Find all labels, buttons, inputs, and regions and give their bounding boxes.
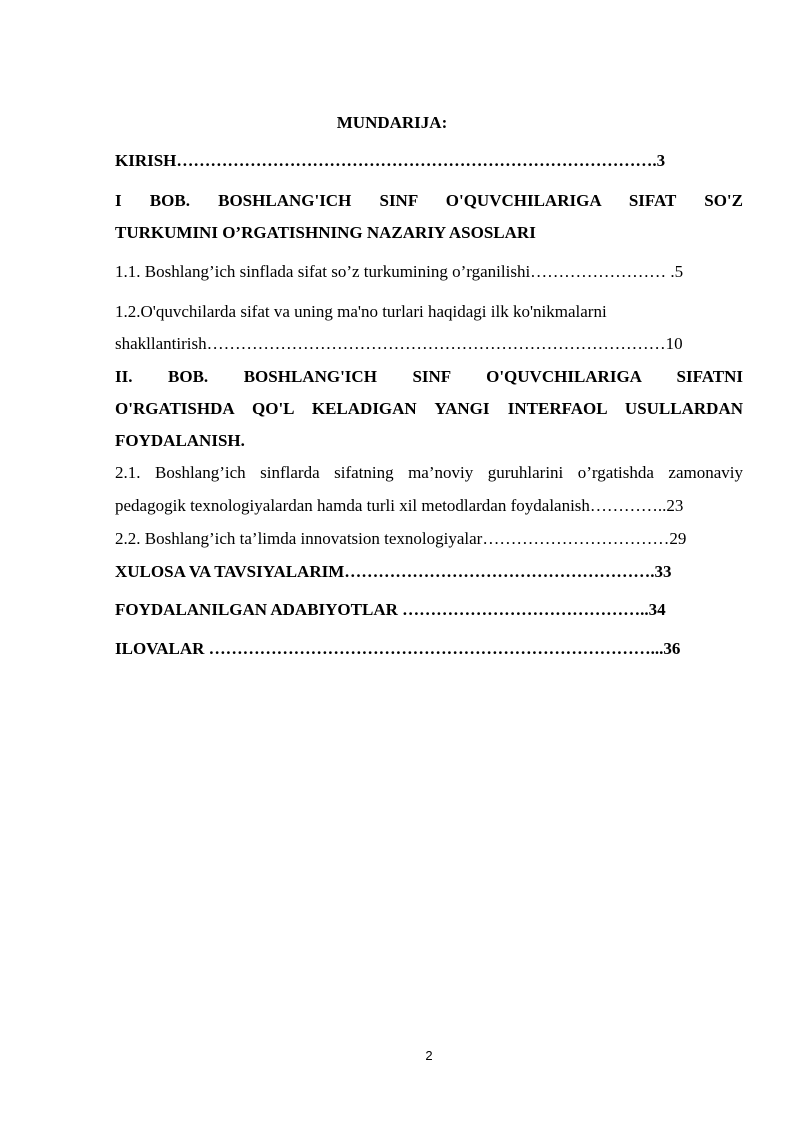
toc-entry-1-2-line-2: shakllantirish………………………………………………………………………10 <box>115 334 683 353</box>
toc-entry-1-2-line-1: 1.2.O'quvchilarda sifat va uning ma'no turlari haqidagi ilk ko'nikmalarni <box>115 302 607 321</box>
toc-entry-chapter-2-line-3: FOYDALANISH. <box>115 431 245 450</box>
toc-entry-xulosa: XULOSA VA TAVSIYALARIM……………………………………………….33 <box>115 562 672 581</box>
toc-entry-2-1-line-1: 2.1. Boshlang’ich sinflarda sifatning ma’noviy guruhlarini o’rgatishda zamonaviy <box>115 463 743 482</box>
toc-entry-chapter-1-line-1: I BOB. BOSHLANG'ICH SINF O'QUVCHILARIGA SIFAT SO'Z <box>115 191 743 210</box>
toc-entry-kirish: KIRISH………………………………………………………………………….3 <box>115 151 666 170</box>
toc-entry-2-1-line-2: pedagogik texnologiyalardan hamda turli xil metodlardan foydalanish…………..23 <box>115 496 684 515</box>
toc-entry-1-1: 1.1. Boshlang’ich sinflada sifat so’z turkumining o’rganilishi…………………… .5 <box>115 262 684 281</box>
toc-entry-chapter-1-line-2: TURKUMINI O’RGATISHNING NAZARIY ASOSLARI <box>115 223 536 242</box>
toc-entry-ilovalar: ILOVALAR ……………………………………………………………………...36 <box>115 639 681 658</box>
toc-entry-foydalanilgan: FOYDALANILGAN ADABIYOTLAR ……………………………………..34 <box>115 600 666 619</box>
toc-entry-chapter-2-line-2: O'RGATISHDA QO'L KELADIGAN YANGI INTERFAOL USULLARDAN <box>115 399 743 418</box>
toc-entry-2-2: 2.2. Boshlang’ich ta’limda innovatsion texnologiyalar……………………………29 <box>115 529 687 548</box>
toc-title: MUNDARIJA: <box>336 113 448 132</box>
toc-entry-chapter-2-line-1: II. BOB. BOSHLANG'ICH SINF O'QUVCHILARIGA SIFATNI <box>115 367 743 386</box>
page-number: 2 <box>425 1048 433 1063</box>
